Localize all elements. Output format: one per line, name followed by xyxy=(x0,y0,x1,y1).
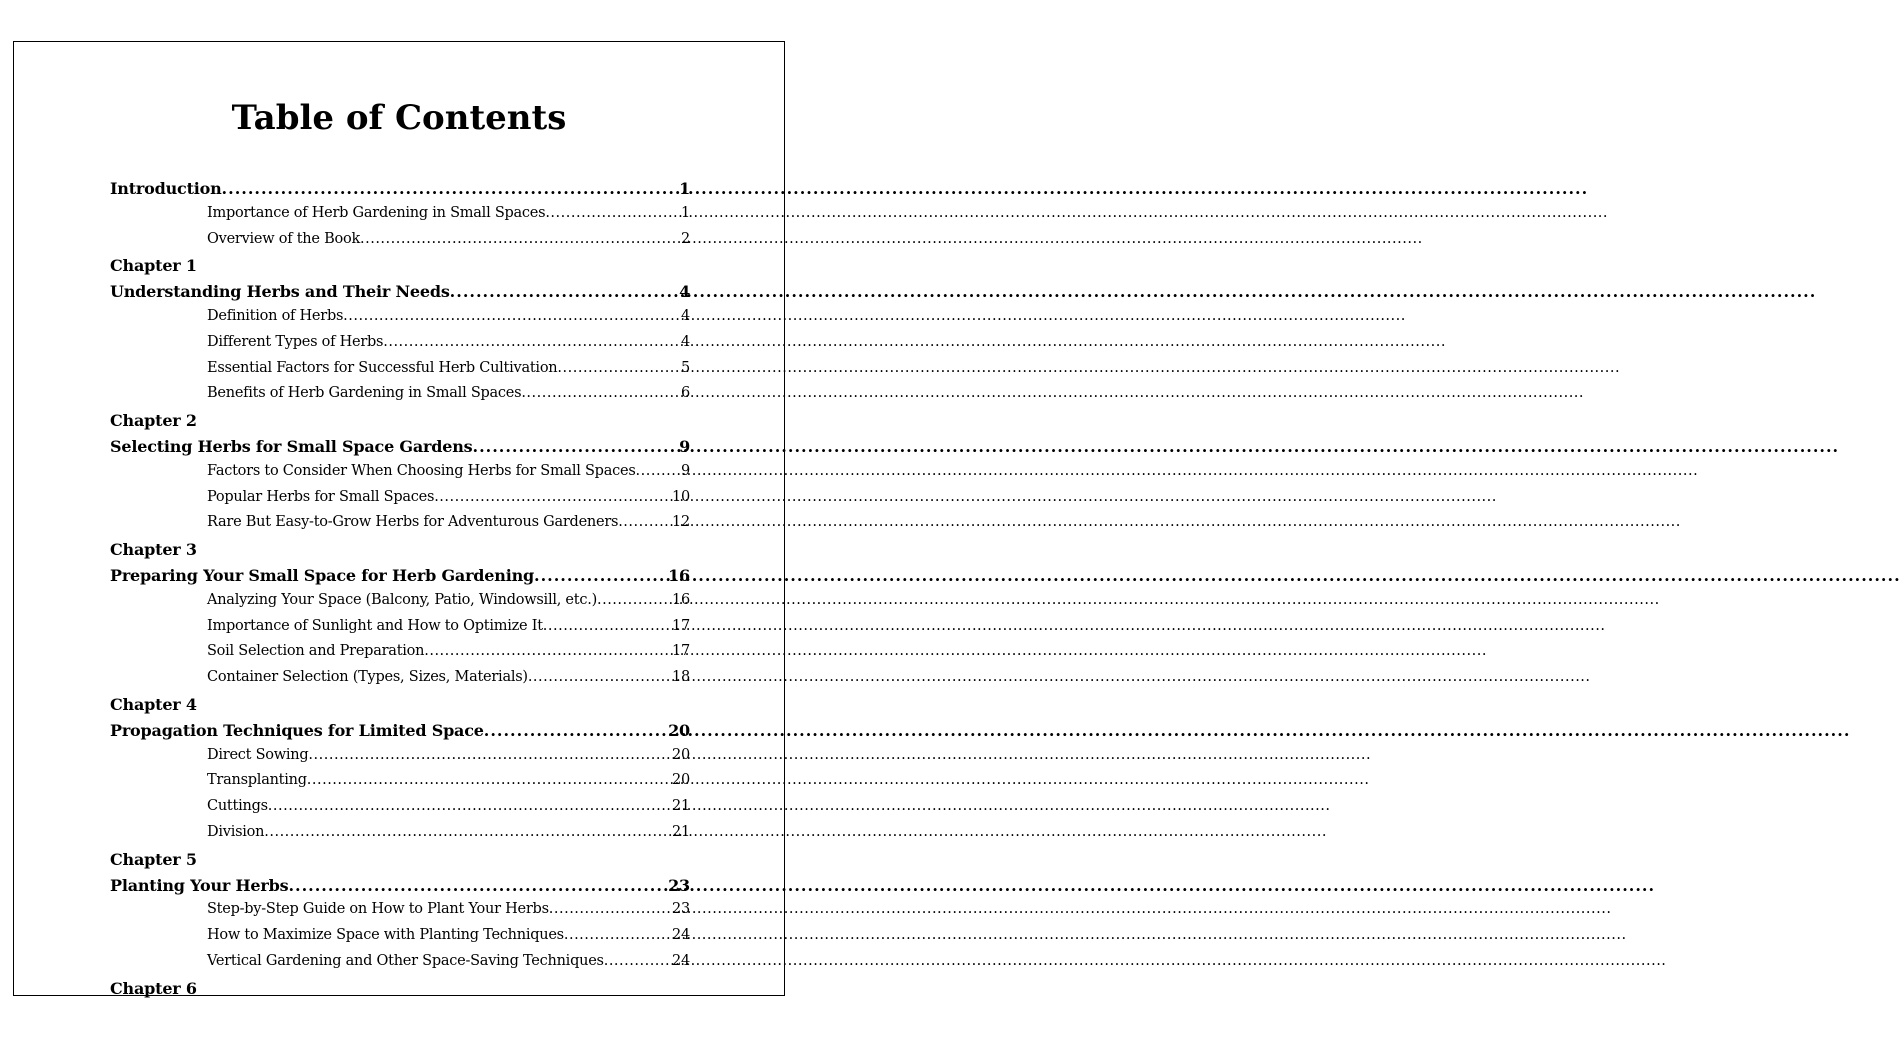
dot-leader xyxy=(545,205,680,221)
toc-section-entry[interactable] xyxy=(110,514,690,540)
toc-section-entry[interactable] xyxy=(110,669,690,695)
toc-entry-label: Rare But Easy-to-Grow Herbs for Adventurous Gardeners xyxy=(207,514,619,531)
toc-page-number: 4 xyxy=(679,282,690,302)
toc-chapter-entry[interactable] xyxy=(110,721,690,747)
toc-entry-label: Chapter 4 xyxy=(110,694,197,714)
toc-section-entry[interactable] xyxy=(110,643,690,669)
toc-entry-label: Soil Selection and Preparation xyxy=(207,643,425,660)
dot-leader xyxy=(473,437,679,456)
toc-entry-label: Definition of Herbs xyxy=(207,307,344,324)
toc-page-number: 24 xyxy=(672,952,690,969)
dot-leader xyxy=(343,308,680,324)
toc-page-number: 20 xyxy=(672,772,690,789)
toc-entry-label: How to Maximize Space with Planting Techniques xyxy=(207,927,564,944)
dot-leader xyxy=(288,876,667,895)
toc-chapter-entry[interactable] xyxy=(110,566,690,592)
toc-chapter-heading xyxy=(110,695,690,721)
toc-entry-label: Container Selection (Types, Sizes, Materials) xyxy=(207,669,528,686)
dot-leader xyxy=(360,231,680,247)
toc-entry-label: Chapter 5 xyxy=(110,849,197,869)
toc-entry-label: Vertical Gardening and Other Space-Saving Techniques xyxy=(207,952,604,969)
toc-entry-label: Overview of the Book xyxy=(207,230,360,247)
toc-section-entry[interactable] xyxy=(110,205,690,231)
toc-page-number: 23 xyxy=(668,875,690,895)
toc-chapter-entry[interactable] xyxy=(110,179,690,205)
toc-entry-label: Division xyxy=(207,823,265,840)
toc-section-entry[interactable] xyxy=(110,308,690,334)
dot-leader xyxy=(564,927,671,943)
toc-entry-label: Chapter 2 xyxy=(110,411,197,431)
toc-page-number: 12 xyxy=(672,514,690,531)
toc-page-number: 17 xyxy=(672,643,690,660)
toc-page-number: 17 xyxy=(672,617,690,634)
toc-section-entry[interactable] xyxy=(110,953,690,979)
dot-leader xyxy=(434,489,671,505)
toc-page-number: 4 xyxy=(681,307,690,324)
toc-page-number: 1 xyxy=(681,204,690,221)
dot-leader xyxy=(383,334,680,350)
toc-entry-label: Chapter 1 xyxy=(110,256,197,276)
toc-section-entry[interactable] xyxy=(110,463,690,489)
toc-chapter-heading xyxy=(110,256,690,282)
dot-leader xyxy=(268,798,671,814)
toc-page-number: 16 xyxy=(668,565,690,585)
toc-section-entry[interactable] xyxy=(110,334,690,360)
toc-section-entry[interactable] xyxy=(110,798,690,824)
page-title: Table of Contents xyxy=(231,98,567,138)
toc-chapter-heading xyxy=(110,979,690,1005)
toc-entry-label: Different Types of Herbs xyxy=(207,333,384,350)
toc-chapter-heading xyxy=(110,411,690,437)
toc-page-number: 4 xyxy=(681,333,690,350)
toc-page-number: 1 xyxy=(679,179,690,198)
toc-entry-label: Propagation Techniques for Limited Space xyxy=(110,720,484,740)
dot-leader xyxy=(557,360,680,376)
toc-page-number: 10 xyxy=(672,488,690,505)
toc-entry-label: Benefits of Herb Gardening in Small Spaces xyxy=(207,385,522,402)
toc-section-entry[interactable] xyxy=(110,592,690,618)
toc-entry-label: Preparing Your Small Space for Herb Gardening xyxy=(110,565,535,585)
toc-chapter-heading xyxy=(110,540,690,566)
toc-section-entry[interactable] xyxy=(110,231,690,257)
dot-leader xyxy=(521,385,680,401)
toc-page-number: 9 xyxy=(681,462,690,479)
dot-leader xyxy=(597,592,671,608)
dot-leader xyxy=(534,566,667,585)
dot-leader xyxy=(604,953,671,969)
dot-leader xyxy=(618,514,671,530)
toc-page-number: 23 xyxy=(672,901,690,918)
toc-chapter-entry[interactable] xyxy=(110,282,690,308)
dot-leader xyxy=(264,824,671,840)
toc-page-number: 21 xyxy=(672,823,690,840)
dot-leader xyxy=(543,618,671,634)
toc-page-number: 6 xyxy=(681,385,690,402)
toc-page-number: 24 xyxy=(672,927,690,944)
toc-entry-label: Factors to Consider When Choosing Herbs for Small Spaces xyxy=(207,462,636,479)
toc-entry-label: Importance of Sunlight and How to Optimize It xyxy=(207,617,543,634)
document-page xyxy=(13,41,785,996)
toc-entry-label: Transplanting xyxy=(207,772,307,789)
toc-page-number: 2 xyxy=(681,230,690,247)
toc-entry-label: Popular Herbs for Small Spaces xyxy=(207,488,435,505)
toc-section-entry[interactable] xyxy=(110,489,690,515)
dot-leader xyxy=(528,669,671,685)
toc-page-number: 21 xyxy=(672,798,690,815)
dot-leader xyxy=(549,901,671,917)
dot-leader xyxy=(450,282,678,301)
toc-entry-label: Chapter 3 xyxy=(110,540,197,560)
dot-leader xyxy=(308,747,671,763)
toc-section-entry[interactable] xyxy=(110,927,690,953)
toc-entry-label: Importance of Herb Gardening in Small Spaces xyxy=(207,204,546,221)
toc-chapter-entry[interactable] xyxy=(110,437,690,463)
toc-list xyxy=(110,179,690,1005)
toc-section-entry[interactable] xyxy=(110,385,690,411)
dot-leader xyxy=(424,643,671,659)
toc-entry-label: Essential Factors for Successful Herb Cultivation xyxy=(207,359,558,376)
toc-section-entry[interactable] xyxy=(110,360,690,386)
toc-entry-label: Analyzing Your Space (Balcony, Patio, Windowsill, etc.) xyxy=(207,591,597,608)
toc-page-number: 20 xyxy=(672,746,690,763)
toc-chapter-heading xyxy=(110,850,690,876)
toc-entry-label: Chapter 6 xyxy=(110,978,197,998)
toc-page-number: 18 xyxy=(672,669,690,686)
toc-section-entry[interactable] xyxy=(110,824,690,850)
toc-entry-label: Step-by-Step Guide on How to Plant Your Herbs xyxy=(207,901,549,918)
toc-entry-label: Planting Your Herbs xyxy=(110,875,289,895)
toc-page-number: 9 xyxy=(679,436,690,456)
toc-section-entry[interactable] xyxy=(110,618,690,644)
dot-leader xyxy=(636,463,681,479)
toc-entry-label: Understanding Herbs and Their Needs xyxy=(110,282,450,302)
toc-entry-label: Selecting Herbs for Small Space Gardens xyxy=(110,436,473,456)
toc-chapter-entry[interactable] xyxy=(110,876,690,902)
toc-section-entry[interactable] xyxy=(110,772,690,798)
dot-leader xyxy=(222,179,679,198)
toc-section-entry[interactable] xyxy=(110,747,690,773)
toc-page-number: 5 xyxy=(681,359,690,376)
toc-section-entry[interactable] xyxy=(110,901,690,927)
toc-entry-label: Direct Sowing xyxy=(207,746,309,763)
toc-entry-label: Cuttings xyxy=(207,798,268,815)
toc-page-number: 20 xyxy=(668,720,690,740)
toc-entry-label: Introduction xyxy=(110,179,222,198)
dot-leader xyxy=(307,772,671,788)
dot-leader xyxy=(484,721,667,740)
toc-page-number: 16 xyxy=(672,591,690,608)
